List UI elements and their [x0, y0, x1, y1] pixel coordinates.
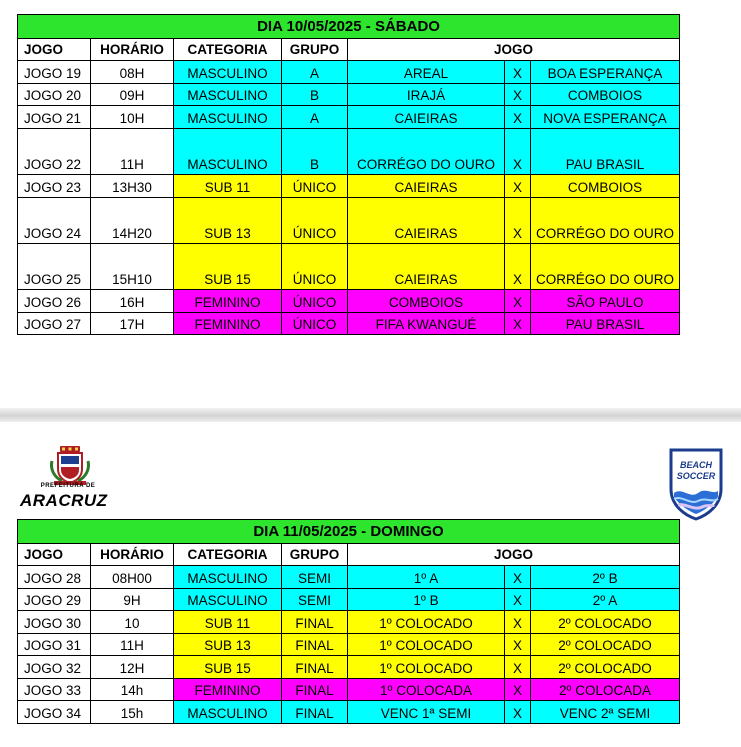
- versus: X: [505, 701, 531, 724]
- team-home: CAIEIRAS: [348, 106, 505, 129]
- game-time: 16H: [91, 290, 174, 313]
- game-time: 10: [91, 611, 174, 634]
- game-group: FINAL: [282, 656, 348, 679]
- table-row: [18, 611, 680, 634]
- table-row: [18, 84, 680, 106]
- game-category: FEMININO: [174, 313, 282, 335]
- team-home: 1º COLOCADO: [348, 656, 505, 679]
- schedule-table-saturday: [17, 14, 680, 335]
- team-away: COMBOIOS: [531, 175, 680, 198]
- versus: X: [505, 129, 531, 175]
- game-group: B: [282, 84, 348, 106]
- table-row: [18, 175, 680, 198]
- table-row: [18, 290, 680, 313]
- versus: X: [505, 84, 531, 106]
- aracruz-label: ARACRUZ: [20, 491, 108, 510]
- team-away: CORRÉGO DO OURO: [531, 198, 680, 244]
- game-time: 08H00: [91, 566, 174, 589]
- team-home: IRAJÁ: [348, 84, 505, 106]
- game-group: FINAL: [282, 611, 348, 634]
- beach-soccer-logo: [668, 447, 724, 521]
- game-group: FINAL: [282, 701, 348, 724]
- soccer-label: SOCCER: [676, 471, 716, 481]
- game-category: MASCULINO: [174, 84, 282, 106]
- team-away: 2º B: [531, 566, 680, 589]
- game-time: 10H: [91, 106, 174, 129]
- versus: X: [505, 589, 531, 611]
- game-category: MASCULINO: [174, 106, 282, 129]
- versus: X: [505, 656, 531, 679]
- team-home: 1º B: [348, 589, 505, 611]
- header-jogo: JOGO: [18, 39, 91, 61]
- game-category: FEMININO: [174, 679, 282, 701]
- team-away: PAU BRASIL: [531, 129, 680, 175]
- prefeitura-aracruz-logo: [20, 445, 120, 513]
- versus: X: [505, 566, 531, 589]
- game-group: A: [282, 61, 348, 84]
- versus: X: [505, 175, 531, 198]
- game-number: JOGO 20: [18, 84, 91, 106]
- versus: X: [505, 634, 531, 656]
- game-time: 12H: [91, 656, 174, 679]
- table-row: [18, 129, 680, 175]
- game-group: ÚNICO: [282, 175, 348, 198]
- team-home: AREAL: [348, 61, 505, 84]
- versus: X: [505, 244, 531, 290]
- team-home: FIFA KWANGUÉ: [348, 313, 505, 335]
- team-away: 2º COLOCADO: [531, 656, 680, 679]
- game-time: 14h: [91, 679, 174, 701]
- team-away: NOVA ESPERANÇA: [531, 106, 680, 129]
- game-group: ÚNICO: [282, 290, 348, 313]
- game-category: SUB 11: [174, 611, 282, 634]
- team-home: 1º COLOCADA: [348, 679, 505, 701]
- game-time: 9H: [91, 589, 174, 611]
- game-group: B: [282, 129, 348, 175]
- table-row: [18, 634, 680, 656]
- team-home: 1º A: [348, 566, 505, 589]
- game-time: 17H: [91, 313, 174, 335]
- header-horario: HORÁRIO: [91, 39, 174, 61]
- team-home: 1º COLOCADO: [348, 634, 505, 656]
- game-number: JOGO 34: [18, 701, 91, 724]
- header-horario: HORÁRIO: [91, 544, 174, 566]
- versus: X: [505, 679, 531, 701]
- game-group: SEMI: [282, 589, 348, 611]
- game-number: JOGO 27: [18, 313, 91, 335]
- day-title: DIA 10/05/2025 - SÁBADO: [18, 15, 680, 39]
- game-number: JOGO 32: [18, 656, 91, 679]
- game-time: 15H10: [91, 244, 174, 290]
- team-away: 2º COLOCADO: [531, 611, 680, 634]
- game-category: MASCULINO: [174, 129, 282, 175]
- team-home: COMBOIOS: [348, 290, 505, 313]
- game-time: 08H: [91, 61, 174, 84]
- game-number: JOGO 33: [18, 679, 91, 701]
- page-separator: [0, 408, 741, 422]
- header-grupo: GRUPO: [282, 39, 348, 61]
- beach-label: BEACH: [679, 460, 712, 470]
- game-time: 09H: [91, 84, 174, 106]
- game-group: A: [282, 106, 348, 129]
- game-number: JOGO 30: [18, 611, 91, 634]
- day-title: DIA 11/05/2025 - DOMINGO: [18, 520, 680, 544]
- game-category: FEMININO: [174, 290, 282, 313]
- header-grupo: GRUPO: [282, 544, 348, 566]
- header-partida: JOGO: [348, 39, 680, 61]
- versus: X: [505, 106, 531, 129]
- game-number: JOGO 23: [18, 175, 91, 198]
- coat-of-arms-icon: [48, 445, 92, 487]
- versus: X: [505, 313, 531, 335]
- game-number: JOGO 31: [18, 634, 91, 656]
- team-away: CORRÉGO DO OURO: [531, 244, 680, 290]
- game-time: 11H: [91, 129, 174, 175]
- table-row: [18, 244, 680, 290]
- game-group: ÚNICO: [282, 244, 348, 290]
- game-category: MASCULINO: [174, 589, 282, 611]
- team-home: CAIEIRAS: [348, 175, 505, 198]
- game-number: JOGO 21: [18, 106, 91, 129]
- team-home: CORRÉGO DO OURO: [348, 129, 505, 175]
- game-category: MASCULINO: [174, 701, 282, 724]
- header-categoria: CATEGORIA: [174, 39, 282, 61]
- table-row: [18, 589, 680, 611]
- game-number: JOGO 26: [18, 290, 91, 313]
- versus: X: [505, 198, 531, 244]
- versus: X: [505, 290, 531, 313]
- table-row: [18, 679, 680, 701]
- prefeitura-label: PREFEITURA DE: [40, 483, 96, 489]
- team-away: 2º COLOCADO: [531, 634, 680, 656]
- table-row: [18, 313, 680, 335]
- game-category: SUB 11: [174, 175, 282, 198]
- game-number: JOGO 28: [18, 566, 91, 589]
- schedule-table-sunday: [17, 519, 680, 724]
- versus: X: [505, 61, 531, 84]
- game-category: MASCULINO: [174, 566, 282, 589]
- game-number: JOGO 29: [18, 589, 91, 611]
- table-header-row: [18, 39, 680, 61]
- team-away: 2º A: [531, 589, 680, 611]
- game-category: SUB 15: [174, 656, 282, 679]
- team-home: CAIEIRAS: [348, 198, 505, 244]
- table-row: [18, 701, 680, 724]
- versus: X: [505, 611, 531, 634]
- header-partida: JOGO: [348, 544, 680, 566]
- game-group: SEMI: [282, 566, 348, 589]
- team-away: SÃO PAULO: [531, 290, 680, 313]
- team-away: VENC 2ª SEMI: [531, 701, 680, 724]
- game-group: ÚNICO: [282, 313, 348, 335]
- game-time: 15h: [91, 701, 174, 724]
- game-group: FINAL: [282, 634, 348, 656]
- team-away: COMBOIOS: [531, 84, 680, 106]
- game-number: JOGO 19: [18, 61, 91, 84]
- game-time: 11H: [91, 634, 174, 656]
- table-header-row: [18, 544, 680, 566]
- table-row: [18, 61, 680, 84]
- table-row: [18, 566, 680, 589]
- header-jogo: JOGO: [18, 544, 91, 566]
- team-home: VENC 1ª SEMI: [348, 701, 505, 724]
- team-away: BOA ESPERANÇA: [531, 61, 680, 84]
- game-number: JOGO 24: [18, 198, 91, 244]
- game-number: JOGO 25: [18, 244, 91, 290]
- game-group: FINAL: [282, 679, 348, 701]
- team-away: 2º COLOCADA: [531, 679, 680, 701]
- game-category: SUB 13: [174, 198, 282, 244]
- header-categoria: CATEGORIA: [174, 544, 282, 566]
- game-number: JOGO 22: [18, 129, 91, 175]
- game-group: ÚNICO: [282, 198, 348, 244]
- game-category: SUB 13: [174, 634, 282, 656]
- beach-soccer-shield-icon: [668, 447, 724, 521]
- game-category: SUB 15: [174, 244, 282, 290]
- team-home: 1º COLOCADO: [348, 611, 505, 634]
- table-row: [18, 106, 680, 129]
- game-category: MASCULINO: [174, 61, 282, 84]
- team-away: PAU BRASIL: [531, 313, 680, 335]
- game-time: 13H30: [91, 175, 174, 198]
- table-row: [18, 198, 680, 244]
- team-home: CAIEIRAS: [348, 244, 505, 290]
- game-time: 14H20: [91, 198, 174, 244]
- table-row: [18, 656, 680, 679]
